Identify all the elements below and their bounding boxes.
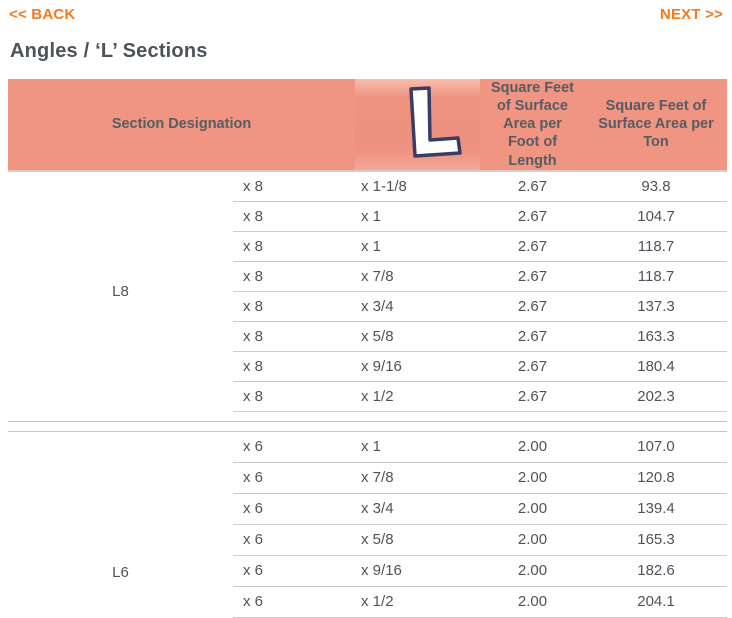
cell-leg: x 8 [233,231,355,261]
cell-sqft_per_foot: 2.67 [480,261,585,291]
cell-thickness: x 3/4 [355,291,480,321]
table-row [8,431,727,462]
cell-thickness: x 7/8 [355,462,480,493]
cell-sqft_per_ton: 182.6 [585,555,727,586]
cell-thickness: x 7/8 [355,261,480,291]
cell-sqft_per_ton: 139.4 [585,493,727,524]
top-navigation [0,0,732,23]
cell-sqft_per_foot: 2.00 [480,462,585,493]
cell-sqft_per_ton: 180.4 [585,351,727,381]
cell-sqft_per_ton: 118.7 [585,261,727,291]
section-l6 [8,431,727,617]
cell-sqft_per_ton: 107.0 [585,431,727,462]
cell-thickness: x 5/8 [355,321,480,351]
cell-leg: x 6 [233,462,355,493]
cell-sqft_per_foot: 2.00 [480,524,585,555]
table-row [8,171,727,202]
cell-leg: x 6 [233,555,355,586]
cell-sqft_per_foot: 2.00 [480,586,585,617]
cell-sqft_per_foot: 2.00 [480,431,585,462]
cell-leg: x 8 [233,171,355,202]
cell-sqft_per_ton: 165.3 [585,524,727,555]
next-link[interactable]: NEXT >> [659,6,723,23]
section-label-l8: L8 [112,282,129,300]
cell-sqft_per_foot: 2.67 [480,201,585,231]
cell-sqft_per_ton: 137.3 [585,291,727,321]
l-angle-icon [355,79,480,171]
cell-leg: x 6 [233,493,355,524]
page-title: Angles / ‘L’ Sections [10,40,208,62]
cell-sqft_per_ton: 204.1 [585,586,727,617]
cell-thickness: x 3/4 [355,493,480,524]
cell-sqft_per_foot: 2.67 [480,171,585,202]
cell-thickness: x 1/2 [355,381,480,411]
table-header [8,79,727,171]
cell-thickness: x 1 [355,201,480,231]
cell-sqft_per_foot: 2.67 [480,321,585,351]
cell-leg: x 8 [233,321,355,351]
cell-thickness: x 1 [355,431,480,462]
cell-thickness: x 9/16 [355,351,480,381]
cell-sqft_per_foot: 2.67 [480,231,585,261]
cell-sqft_per_ton: 163.3 [585,321,727,351]
section-label-l6: L6 [112,564,129,582]
cell-thickness: x 5/8 [355,524,480,555]
header-sqft-per-ton: Square Feet of Surface Area per Ton [585,79,727,171]
cell-sqft_per_ton: 118.7 [585,231,727,261]
cell-leg: x 8 [233,381,355,411]
cell-sqft_per_ton: 202.3 [585,381,727,411]
cell-thickness: x 1/2 [355,586,480,617]
cell-leg: x 8 [233,291,355,321]
section-l8 [8,171,727,412]
cell-sqft_per_ton: 120.8 [585,462,727,493]
cell-leg: x 8 [233,351,355,381]
cell-leg: x 8 [233,261,355,291]
cell-leg: x 6 [233,524,355,555]
sections-table [8,79,727,618]
header-section-designation: Section Designation [8,79,355,171]
cell-leg: x 6 [233,586,355,617]
cell-sqft_per_foot: 2.00 [480,555,585,586]
cell-sqft_per_ton: 93.8 [585,171,727,202]
cell-sqft_per_ton: 104.7 [585,201,727,231]
back-link[interactable]: << BACK [9,6,76,23]
cell-thickness: x 1 [355,231,480,261]
cell-leg: x 6 [233,431,355,462]
cell-sqft_per_foot: 2.67 [480,381,585,411]
cell-sqft_per_foot: 2.67 [480,351,585,381]
cell-thickness: x 9/16 [355,555,480,586]
header-sqft-per-foot: Square Feet of Surface Area per Foot of Length [480,79,585,171]
cell-leg: x 8 [233,201,355,231]
cell-sqft_per_foot: 2.00 [480,493,585,524]
cell-thickness: x 1-1/8 [355,171,480,202]
section-divider [8,411,727,431]
cell-sqft_per_foot: 2.67 [480,291,585,321]
